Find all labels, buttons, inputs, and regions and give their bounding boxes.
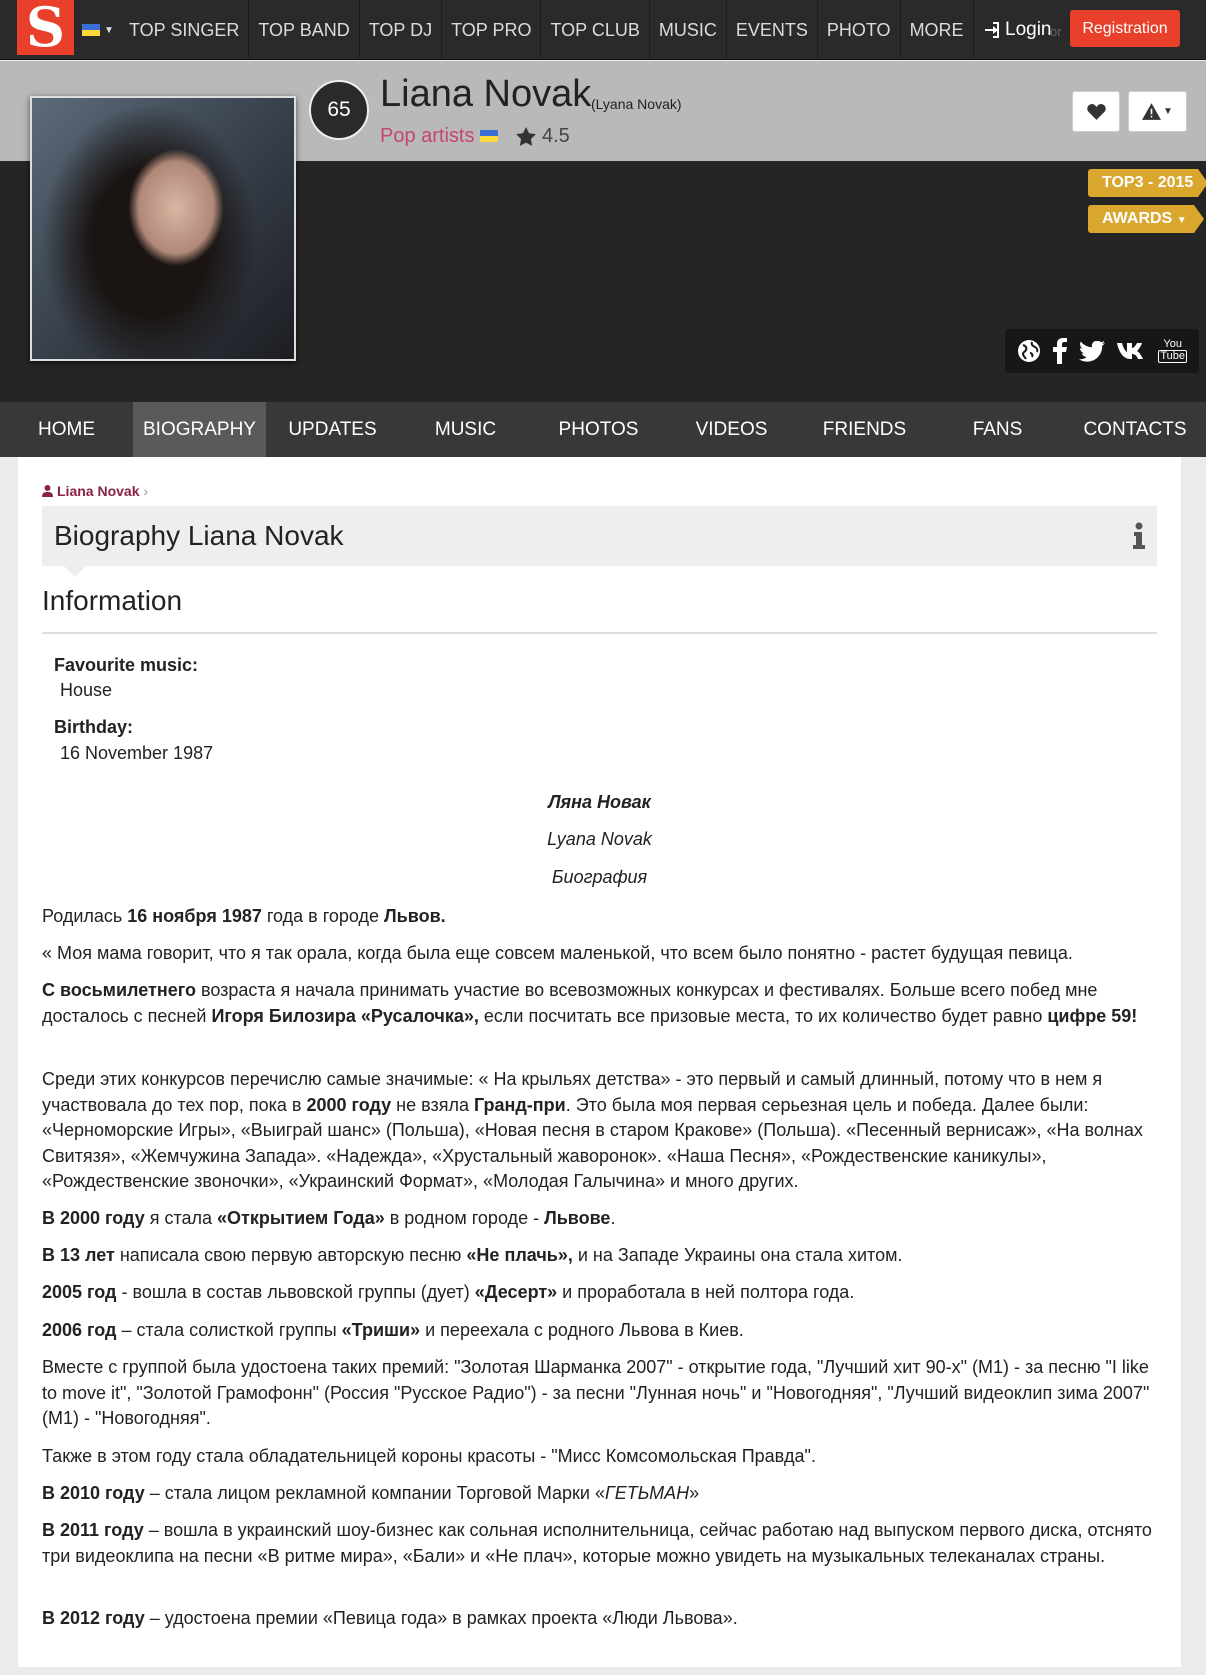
bio-paragraph xyxy=(42,1518,1157,1569)
top-navbar xyxy=(0,0,1206,60)
artist-alt-name: (Lyana Novak) xyxy=(591,96,682,112)
caret-down-icon: ▼ xyxy=(1176,215,1187,226)
bold-run: В 2011 году xyxy=(42,1520,144,1540)
text-run: . Это была моя первая серьезная цель и победа. Далее были: «Черноморские Игры», «Выиграй шанс» (Польша), «Новая песня в старом Кракове» (Польша). «Песенный вернисаж», «На волнах Свитязя», «Жемчужина Запада». «Надежда», «Хрустальный жаворонок». «Наша Песня», «Рождественские каникулы», «Рождественские звоночки», «Украинский Формат», «Молодая Галычина» и много других. xyxy=(42,1094,1143,1191)
nav-photo[interactable]: PHOTO xyxy=(818,0,901,60)
bold-run: В 2012 году xyxy=(42,1608,145,1628)
profile-tabs xyxy=(0,402,1206,457)
text-run: не взяла xyxy=(391,1094,474,1115)
bold-run: В 2010 году xyxy=(42,1483,145,1503)
globe-icon[interactable] xyxy=(1017,339,1041,363)
birthday-label: Birthday: xyxy=(54,717,134,737)
italic-run: ГЕТЬМАН xyxy=(605,1483,690,1503)
rank-badge: 65 xyxy=(309,80,369,140)
bio-paragraph xyxy=(42,1444,1157,1470)
registration-button[interactable]: Registration xyxy=(1070,10,1180,47)
text-run: Родилась xyxy=(42,906,128,926)
language-dropdown[interactable] xyxy=(82,22,114,38)
bold-run: «Открытием Года» xyxy=(217,1208,385,1228)
bio-paragraph xyxy=(42,1318,1157,1344)
rating-value: 4.5 xyxy=(542,125,570,147)
text-run: « Моя мама говорит, что я так орала, когда была еще совсем маленькой, что всем было понятно - растет будущая певица. xyxy=(42,943,1073,963)
bio-paragraph xyxy=(42,1355,1157,1432)
nav-music[interactable]: MUSIC xyxy=(650,0,727,60)
text-run: и на Западе Украины она стала хитом. xyxy=(572,1245,903,1265)
tab-updates[interactable]: UPDATES xyxy=(288,419,377,440)
nav-more[interactable]: MORE xyxy=(901,0,974,60)
bold-run: Львове xyxy=(544,1208,611,1228)
text-run: Также в этом году стала обладательницей короны красоты - "Мисс Комсомольская Правда". xyxy=(42,1446,816,1466)
or-text: or xyxy=(1050,24,1062,39)
tab-fans[interactable]: FANS xyxy=(972,419,1023,440)
bio-paragraph xyxy=(42,1280,1157,1306)
nav-events[interactable]: EVENTS xyxy=(727,0,818,60)
bio-paragraph xyxy=(42,978,1157,1029)
text-run: если посчитать все призовые места, то их количество будет равно xyxy=(478,1005,1048,1026)
login-link[interactable] xyxy=(984,19,1052,41)
bold-run: «Десерт» xyxy=(474,1282,558,1302)
bold-run: Львов. xyxy=(384,906,446,926)
nav-top-singer[interactable]: TOP SINGER xyxy=(120,0,249,60)
text-run: Вместе с группой была удостоена таких премий: "Золотая Шарманка 2007" - открытие года, "Лучший хит 90-х" (М1) - за песню "I like to move it", "Золотой Грамофонн" (Россия "Русское Радио") - за песни "Лунная ночь" и "Новогодняя", "Лучший видеоклип зима 2007" (М1) - "Новогодняя". xyxy=(42,1357,1150,1428)
social-links xyxy=(1005,329,1199,373)
bold-run: «Не плачь», xyxy=(466,1245,573,1265)
text-run: я стала xyxy=(144,1208,218,1228)
nav-top-club[interactable]: TOP CLUB xyxy=(541,0,649,60)
tab-home[interactable]: HOME xyxy=(38,419,95,440)
bio-paragraph xyxy=(42,1481,1157,1507)
ukraine-flag-icon xyxy=(82,24,100,36)
caret-down-icon: ▼ xyxy=(1163,106,1173,117)
text-run: написала свою первую авторскую песню xyxy=(114,1245,467,1265)
nav-top-dj[interactable]: TOP DJ xyxy=(360,0,442,60)
favorite-button[interactable] xyxy=(1072,91,1120,132)
section-divider xyxy=(42,632,1157,634)
vk-icon[interactable] xyxy=(1117,342,1147,360)
sign-in-icon xyxy=(984,22,1000,38)
bold-run: В 13 лет xyxy=(42,1245,115,1265)
text-run: – вошла в украинский шоу-бизнес как сольная исполнительница, сейчас работаю над выпуском первого диска, отснято три видеоклипа на песни «В ритме мира», «Бали» и «Не плач», которые можно увидеть на музыкальных телеканалах страны. xyxy=(42,1520,1152,1566)
nav-top-band[interactable]: TOP BAND xyxy=(249,0,359,60)
bold-run: «Триши» xyxy=(341,1320,421,1340)
artist-name: Liana Novak xyxy=(380,73,592,115)
ukraine-flag-icon xyxy=(480,130,498,142)
breadcrumb xyxy=(42,483,148,499)
rating xyxy=(516,125,570,148)
nav-top-pro[interactable]: TOP PRO xyxy=(442,0,541,60)
text-run: – стала солисткой группы xyxy=(116,1320,342,1340)
tab-biography[interactable]: BIOGRAPHY xyxy=(133,402,266,457)
warning-icon xyxy=(1142,103,1161,120)
favourite-music-label: Favourite music: xyxy=(54,655,199,675)
bold-run: С восьмилетнего xyxy=(42,980,196,1000)
bold-run: 2005 год xyxy=(42,1282,117,1302)
bold-run: Гранд-при xyxy=(473,1094,566,1115)
section-title: Information xyxy=(42,585,183,616)
heart-icon xyxy=(1087,103,1106,120)
bio-heading-latin: Lyana Novak xyxy=(547,829,652,849)
text-run: – удостоена премии «Певица года» в рамках проекта «Люди Львова». xyxy=(144,1608,738,1628)
bio-paragraph xyxy=(42,1067,1157,1195)
birthday-value: 16 November 1987 xyxy=(60,743,214,763)
breadcrumb-artist-link[interactable]: Liana Novak xyxy=(57,483,140,499)
bold-run: 2000 году xyxy=(306,1094,392,1115)
text-run: – стала лицом рекламной компании Торговой Марки « xyxy=(144,1483,605,1503)
bio-paragraph xyxy=(42,904,1157,930)
bio-heading-name: Ляна Новак xyxy=(548,792,651,812)
youtube-icon[interactable]: You Tube xyxy=(1160,338,1186,362)
user-icon xyxy=(42,485,53,497)
favourite-music-value: House xyxy=(60,680,113,700)
text-run: года в городе xyxy=(261,906,385,926)
genre-link[interactable]: Pop artists xyxy=(380,125,475,147)
login-label: Login xyxy=(1005,19,1052,40)
caret-down-icon: ▼ xyxy=(104,24,114,36)
tab-videos[interactable]: VIDEOS xyxy=(695,419,768,440)
tab-contacts[interactable]: CONTACTS xyxy=(1083,419,1187,440)
top3-award-badge[interactable]: TOP3 - 2015 xyxy=(1088,169,1198,197)
star-icon xyxy=(516,127,536,146)
bold-run: 2006 год xyxy=(42,1320,117,1340)
site-logo[interactable]: S xyxy=(17,0,74,55)
bio-heading-label: Биография xyxy=(551,867,648,887)
bio-paragraph xyxy=(42,1243,1157,1269)
bold-run: 16 ноября 1987 xyxy=(127,906,262,926)
awards-dropdown[interactable] xyxy=(1088,205,1194,233)
text-run: Среди этих конкурсов перечислю самые значимые: « На крыльях детства» - это первый и самый длинный, потому что в нем я участвовала до тех пор, пока в xyxy=(42,1069,1103,1115)
text-run: возраста я начала принимать участие во всевозможных конкурсах и фестивалях. Больше всего побед мне досталось с песней xyxy=(42,980,1098,1026)
bold-run: В 2000 году xyxy=(42,1208,145,1228)
breadcrumb-separator: › xyxy=(143,483,149,499)
page-title: Biography Liana Novak xyxy=(54,520,344,551)
artist-photo[interactable] xyxy=(30,96,296,361)
text-run: - вошла в состав львовской группы (дует) xyxy=(116,1282,475,1302)
tab-photos[interactable]: PHOTOS xyxy=(558,419,639,440)
awards-label: AWARDS xyxy=(1102,210,1173,227)
bio-paragraph xyxy=(42,1606,1157,1632)
facebook-icon[interactable] xyxy=(1053,338,1067,364)
text-run: в родном городе - xyxy=(384,1208,545,1228)
bold-run: Игоря Билозира «Русалочка», xyxy=(211,1005,479,1026)
bio-paragraph xyxy=(42,1206,1157,1232)
twitter-icon[interactable] xyxy=(1079,341,1105,362)
info-icon[interactable] xyxy=(1129,522,1149,550)
tab-music[interactable]: MUSIC xyxy=(434,419,497,440)
text-run: и переехала с родного Львова в Киев. xyxy=(420,1320,744,1340)
text-run: » xyxy=(689,1483,700,1503)
text-run: . xyxy=(610,1208,616,1228)
tab-friends[interactable]: FRIENDS xyxy=(822,419,907,440)
bold-run: цифре 59! xyxy=(1047,1005,1138,1026)
bio-paragraph xyxy=(42,941,1157,967)
report-dropdown-button[interactable] xyxy=(1128,91,1187,132)
main-menu xyxy=(120,0,974,60)
text-run: и проработала в ней полтора года. xyxy=(557,1282,855,1302)
